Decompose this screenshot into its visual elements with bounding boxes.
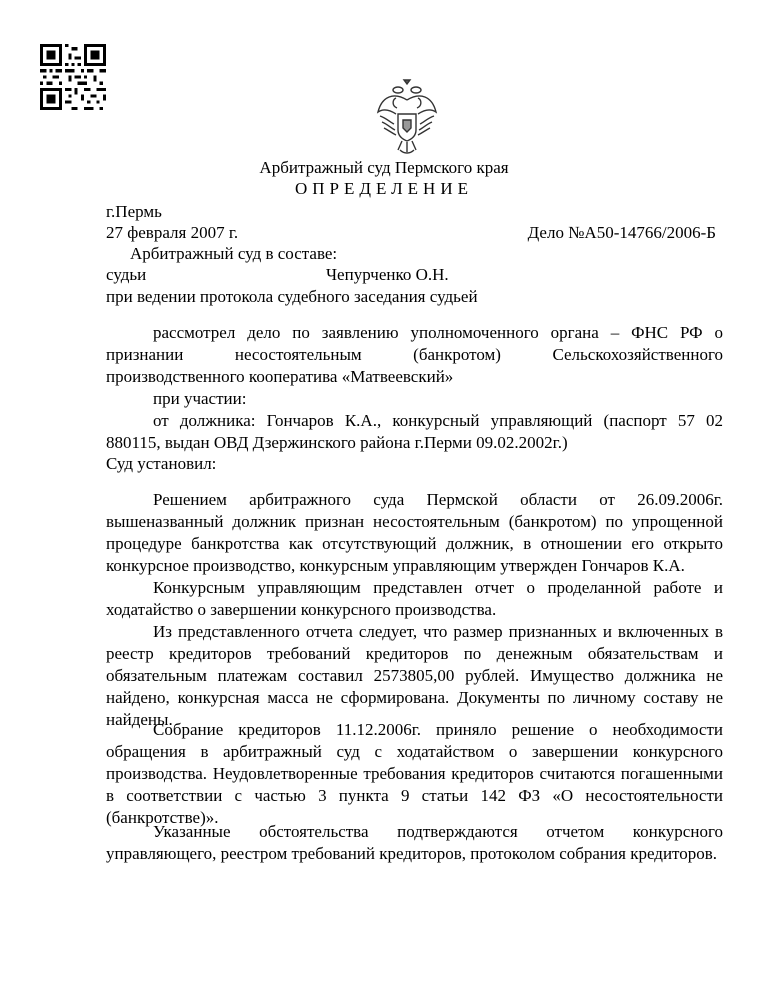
protocol-line: при ведении протокола судебного заседания судьей (106, 287, 478, 306)
judge-label: судьи (106, 265, 147, 284)
date: 27 февраля 2007 г. (106, 223, 239, 242)
judge-name: Чепурченко О.Н. (326, 265, 449, 284)
paragraph-debtor-representative: от должника: Гончаров К.А., конкурсный управляющий (паспорт 57 02 880115, выдан ОВД Дзержинского района г.Перми 09.02.2002г.) (106, 411, 723, 452)
city: г.Пермь (106, 202, 162, 221)
paragraph-case-considered: рассмотрел дело по заявлению уполномоченного органа – ФНС РФ о признании несостоятельным (банкротом) Сельскохозяйственного производственного кооператива «Матвеевский» (106, 323, 723, 386)
paragraph-creditors-claims: Из представленного отчета следует, что размер признанных и включенных в реестр кредиторов требований кредиторов по денежным обязательствам и обязательным платежам составил 2573805,00 рублей. Имущество должника не найдено, конкурсная масса не сформирована. Документы по личному составу не найдены. (106, 622, 723, 729)
document-title: ОПРЕДЕЛЕНИЕ (294, 179, 473, 198)
paragraph-confirmation: Указанные обстоятельства подтверждаются отчетом конкурсного управляющего, реестром требований кредиторов, протоколом собрания кредиторов. (106, 822, 723, 863)
paragraph-decision: Решением арбитражного суда Пермской области от 26.09.2006г. вышеназванный должник признан несостоятельным (банкротом) по упрощенной процедуре банкротства как отсутствующий должник, в отношении его открыто конкурсное производство, конкурсным управляющим утвержден Гончаров К.А. (106, 490, 723, 575)
qr-code-icon (40, 44, 106, 110)
paragraph-report: Конкурсным управляющим представлен отчет о проделанной работе и ходатайство о завершении конкурсного производства. (106, 578, 723, 619)
court-established-heading: Суд установил: (106, 454, 217, 473)
case-number: Дело №А50-14766/2006-Б (527, 223, 716, 242)
participation-label: при участии: (153, 389, 247, 408)
court-composition: Арбитражный суд в составе: (130, 244, 338, 263)
double-headed-eagle-emblem-icon (374, 78, 440, 156)
court-name: Арбитражный суд Пермского края (259, 158, 509, 177)
paragraph-creditors-meeting: Собрание кредиторов 11.12.2006г. приняло решение о необходимости обращения в арбитражный суд с ходатайством о завершении конкурсного производства. Неудовлетворенные требования кредиторов считаются погашенными в соответствии с частью 3 пункта 9 статьи 142 ФЗ «О несостоятельности (банкротстве)». (106, 720, 723, 827)
